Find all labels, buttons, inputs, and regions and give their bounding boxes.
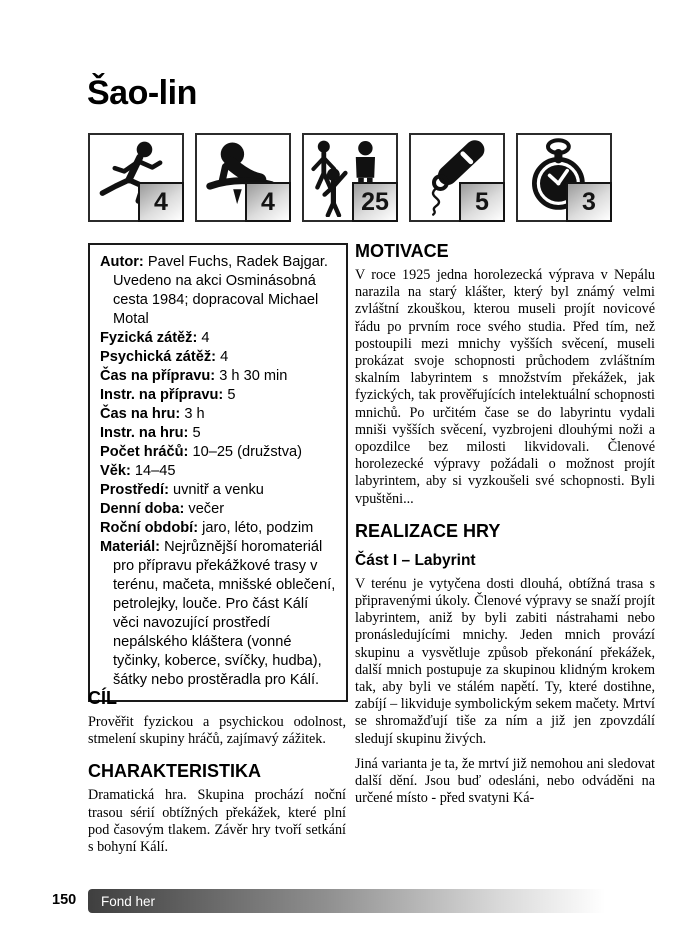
right-column — [355, 241, 655, 815]
info-item-autor — [100, 253, 336, 329]
rating-value-physical: 4 — [138, 182, 184, 222]
rating-box-time — [516, 133, 612, 222]
subsection-heading-labyrint: Část I – Labyrint — [355, 551, 476, 569]
rating-value-time: 3 — [566, 182, 612, 222]
info-item-fyzicka-zatez — [100, 329, 336, 348]
section-heading-realizace: REALIZACE HRY — [355, 520, 501, 541]
info-item-material — [100, 538, 336, 690]
left-column — [88, 688, 346, 864]
info-value: Nejrůznější horomateriál pro přípravu překážkové trasy v terénu, mačeta, mnišské oblečení, petrolejky, louče. Pro část Kálí věci navozující prostředí nepálského kláštera (vonné tyčinky, koberce, svíčky, hudba), šátky nebo prostěradla pro Kálí. — [113, 539, 336, 688]
info-label: Roční období: — [100, 520, 199, 536]
info-item-instr-na-pripravu — [100, 386, 336, 405]
paragraph-charakteristika: Dramatická hra. Skupina prochází noční trasou sérií obtížných překážek, které plní pod časovým tlakem. Závěr hry tvoří setkání s bohyní Kálí. — [88, 787, 346, 856]
info-item-cas-na-hru — [100, 405, 336, 424]
footer-bar — [88, 889, 616, 913]
info-label: Psychická zátěž: — [100, 349, 217, 365]
paragraph-realizace-1: V terénu je vytyčena dosti dlouhá, obtížná trasa s připravenými úkoly. Členové výpravy se snaží projít labyrintem, aniž by byli zabiti nástrahami nebo pronásledujícími mnichy. Jeden mnich provází skupinu a vysvětluje způsob překonání překážek, další mnich postupuje za skupinou klidným krokem tak, aby byli ve stálém napětí. Ty, které dostihne, zabíjí – likviduje symbolickým sekem mačety. Mrtví se shromažďují tiše za ním a již jen zpovzdálí sledují skupinu živých. — [355, 575, 655, 747]
info-value: 5 — [227, 387, 236, 403]
paragraph-realizace-2: Jiná varianta je ta, že mrtví již nemohou ani sledovat další dění. Jsou buď odesláni, nebo odváděni na určené místo - před svatyni Ká- — [355, 755, 655, 807]
info-item-vek — [100, 462, 336, 481]
info-value: 3 h 30 min — [219, 368, 288, 384]
rating-value-instructors: 5 — [459, 182, 505, 222]
info-value: 4 — [201, 330, 210, 346]
info-label: Čas na přípravu: — [100, 368, 216, 384]
rating-box-players — [302, 133, 398, 222]
page-number: 150 — [52, 892, 77, 908]
info-label: Prostředí: — [100, 482, 169, 498]
info-value: 3 h — [184, 406, 205, 422]
info-label: Fyzická zátěž: — [100, 330, 198, 346]
info-label: Čas na hru: — [100, 406, 181, 422]
info-label: Autor: — [100, 254, 144, 270]
info-item-psychicka-zatez — [100, 348, 336, 367]
info-value: 14–45 — [134, 463, 176, 479]
info-item-pocet-hracu — [100, 443, 336, 462]
footer-label: Fond her — [101, 893, 156, 909]
info-value: Pavel Fuchs, Radek Bajgar. Uvedeno na akci Osminásobná cesta 1984; dopracoval Michael Motal — [113, 254, 328, 327]
rating-box-psychical — [195, 133, 291, 222]
rating-value-psychical: 4 — [245, 182, 291, 222]
info-value: uvnitř a venku — [173, 482, 264, 498]
info-item-instr-na-hru — [100, 424, 336, 443]
page-title: Šao-lin — [87, 74, 197, 112]
info-label: Denní doba: — [100, 501, 185, 517]
info-label: Instr. na hru: — [100, 425, 189, 441]
section-heading-charakteristika: CHARAKTERISTIKA — [88, 761, 261, 782]
rating-box-physical — [88, 133, 184, 222]
paragraph-motivace: V roce 1925 jedna horolezecká výprava v Nepálu narazila na starý klášter, který byl známý velmi zvláštní zkouškou, kterou museli projít novicové řádu po prvním roce svého studia. Před tím, než postoupili mezi mnichy vyšších svěcení, museli prokázat svoje schopnosti průchodem zvláštním skalním labyrintem s množstvím překážek, jak fyzických, tak prověřujících intelektuální schopnosti mnichů. Po určitém čase se do labyrintu vydali mniši vyšších svěcení, vyzbrojeni dlouhými noži a opozdilce bez milosti likvidovali. Členové horolezecké výpravy požádali o možnost projít labyrintem, aby si vyzkoušeli své schopnosti. Byli vpuštěni... — [355, 267, 655, 507]
rating-row — [88, 133, 612, 222]
info-item-denni-doba — [100, 500, 336, 519]
info-value: večer — [188, 501, 225, 517]
paragraph-cil: Prověřit fyzickou a psychickou odolnost, stmelení skupiny hráčů, zajímavý zážitek. — [88, 714, 346, 748]
info-value: 10–25 (družstva) — [192, 444, 302, 460]
info-label: Materiál: — [100, 539, 161, 555]
section-heading-motivace: MOTIVACE — [355, 241, 449, 261]
info-item-cas-na-pripravu — [100, 367, 336, 386]
info-value: 4 — [220, 349, 229, 365]
rating-value-players: 25 — [352, 182, 398, 222]
info-label: Instr. na přípravu: — [100, 387, 224, 403]
info-item-prostredi — [100, 481, 336, 500]
info-label: Počet hráčů: — [100, 444, 189, 460]
info-item-rocni-obdobi — [100, 519, 336, 538]
info-label: Věk: — [100, 463, 131, 479]
section-heading-cil: CÍL — [88, 688, 117, 708]
info-value: jaro, léto, podzim — [202, 520, 314, 536]
rating-box-instructors — [409, 133, 505, 222]
info-box — [88, 243, 348, 702]
info-value: 5 — [192, 425, 201, 441]
